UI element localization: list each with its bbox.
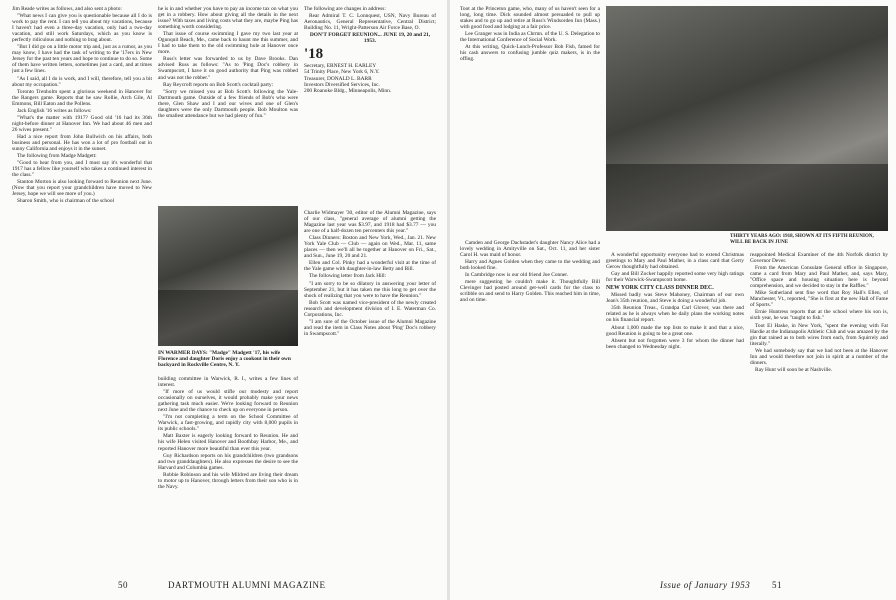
paragraph: Ray Hunt will soon be at Nashville. — [755, 366, 833, 373]
paragraph: From the American Consulate General office in Singapore, came a card from Mary and Paul Mather, and, says Mary, "Office space and housing situation here is beyond comprehension, and we decided to stay in the Raffles." — [750, 265, 888, 290]
paragraph: Ray Reycroft reports on Bob Scott's cocktail party: — [163, 81, 274, 88]
paragraph: "As I said, all I do is work, and I will, therefore, tell you a bit about my occupation." — [12, 75, 152, 88]
paragraph: "But I did go on a little motor trip and, just as a rumor, as you may know, I have had the task of writing to the '17ers in New Jersey for the past ten years and hope to continue to do so. Some of them have written letters, sometimes just a card, and at times just a few lines. — [12, 44, 152, 75]
paragraph: "I'm not completing a term on the School Committee of Warwick, a fast-growing, and rapidly city with 8,000 pupils in its public schools." — [158, 414, 298, 433]
paragraph: Jim Reade writes as follows, and also sent a photo: — [12, 6, 122, 12]
magazine-name: DARTMOUTH ALUMNI MAGAZINE — [168, 580, 326, 590]
paragraph: Toot at the Princeton game, who, many of us haven't seen for a long, long time. Dick sounded almost persuaded to pull up stakes and to go up and retire at Russ's Windsorden Inn (Mass.) with good food and lodging at a fair price. — [460, 6, 600, 31]
paragraph: Missed badly was Steve Mahoney, Chairman of our own Jean's 35th reunion, and Steve is doing a wonderful job. — [606, 292, 744, 305]
paragraph: Absent but not forgotten were 3 for whom the dinner had been changed to Wednesday night. — [606, 337, 744, 350]
right-col-1-bottom — [460, 240, 600, 566]
left-col-1 — [12, 6, 152, 566]
paragraph: Ellen and Col. Pinky had a wonderful visit at the time of the Yale game with daughter-in-law Betty and Bill. — [304, 260, 436, 273]
left-page-number: 50 — [118, 580, 128, 590]
paragraph: About 1,000 made the top lists to make it and that a nice, good Reunion is going to be a great one. — [606, 324, 744, 337]
photo-caption: THIRTY YEARS AGO: 1918, SHOWN AT ITS FIFTH REUNION, WILL BE BACK IN JUNE — [730, 234, 874, 246]
paragraph: 35th Reunion Treas., Grandpa Carl Glover, was there and related as he is always when he daily plans the working notes on his financial report. — [606, 305, 744, 324]
paragraph: Toronto Trenholm spent a glorious weekend in Hanover for the Rangers game. Reports that he saw Rollie, Arch Gile, Al Emmons, Bill Eaton and the Pollens. — [12, 88, 152, 107]
left-col-3-bottom — [304, 210, 436, 566]
paragraph: Harry and Agnes Golden when they came to the wedding and both looked fine. — [460, 259, 600, 272]
paragraph: We had somebody say that we had not been at the Hanover Inn and would therefore not join in spirit at a number of the dinners. — [750, 347, 888, 366]
reunion-group-photo — [606, 6, 888, 231]
paragraph: "Sorry we missed you at Bob Scott's following the Yale-Dartmouth game. Outside of a few friends of Bob's who were there, Glen Shaw and I and our wives and one of Glen's daughters were the only Dartmouth people. Bob Moulton was the smallest attendance but we had plenty of fun." — [158, 88, 298, 119]
paragraph: The following are changes in address: — [304, 6, 386, 12]
paragraph: building committee in Warwick, R. I., writes a few lines of interest. — [158, 376, 298, 389]
paragraph: Guy Richardson reports on his grandchildren (two grandsons and two granddaughters). He also expresses the desire to see the Harvard and Columbia games. — [158, 452, 298, 471]
paragraph: Rear Admiral T. C. Lonnquest, USN, Navy Bureau of Aeronautics, General Representative, Central District; Building No. 11, Wright-Patterson Air Force Base, O. — [304, 13, 436, 32]
right-page-number: 51 — [772, 580, 782, 590]
right-col-3 — [750, 252, 888, 566]
left-col-2-top — [158, 6, 298, 206]
paragraph: Charlie Widmayer '30, editor of the Alumni Magazine, says of our class, "general average of alumni getting the Magazine last year was $3.97, and 1918 had $3.77 — you are one of a half-dozen ten percenters this year." — [304, 210, 436, 235]
backyard-photo — [158, 206, 298, 346]
paragraph: Ernie Huntress reports that at the school where his son is, sixth year, he was "taught to fish." — [750, 309, 888, 322]
class-secretary: Secretary, ERNEST H. EARLEY 54 Trinity Place, New York 6, N.Y. — [304, 63, 380, 76]
paragraph: "I am sure of the October issue of the Alumni Magazine and read the item in Class Notes about 'Ping' Doc's robbery in Swampscott." — [304, 318, 436, 337]
paragraph: Stanton Morton is also looking forward to Reunion next June. (Now that you report your grandchildren have moved to New Jersey, hope we will see more of you.) — [12, 179, 152, 198]
paragraph: "Good to hear from you, and I must say it's wonderful that 1917 has a fellow like yourself who takes a continued interest in the class." — [12, 160, 152, 179]
paragraph: Toot El Haske, in New York, "spent the evening with Fat Hardie at the Indianapolis Athletic Club and was amazed by the gin that rained as to both wires from each, from Squirrely and literally." — [750, 322, 888, 347]
section-heading: NEW YORK CITY CLASS DINNER DEC. — [606, 285, 714, 292]
paragraph: Class Dinners: Boston and New York, Wed., Jan. 21. New York Yale Club — Club — again on Wed., Mar. 11, same places — then we'll all be together at Hanover on Fri., Sat., and Sun., June 19, 20 and 21. — [304, 235, 436, 260]
paragraph: reappointed Medical Examiner of the 4th Norfolk district by Governor Dever. — [750, 252, 888, 265]
class-year: '18 — [304, 46, 324, 63]
paragraph: In Cambridge now is our old friend Joe Conner. — [465, 272, 569, 279]
paragraph: Matt Baxter is eagerly looking forward to Reunion. He and his wife Helen visited Hanover and Boothbay Harbor, Me., and reported Hanover more beautiful than ever this year. — [158, 433, 298, 452]
class-treasurer: Treasurer, DONALD L. BARR Investors Diversified Services, Inc. 200 Roanoke Bldg., Minneapolis, Minn. — [304, 76, 392, 95]
paragraph: "If more of us would stifle our modesty and report occasionally on ourselves, it would probably make your news gathering task much easier. We're looking forward to Reunion next June and the chance to check up on everyone in person. — [158, 389, 298, 414]
paragraph: Bob Scott was named vice-president of the newly created research and development division of I. E. Waterman Co. Corporations, Inc. — [304, 299, 436, 318]
right-col-1-top — [460, 6, 600, 236]
paragraph: That issue of course swimming I gave my two last year at Ogunquit Beach, Me., came back to haunt me this summer, and I had to take them to the old swimming hole at Hanover once more. — [158, 31, 298, 56]
paragraph: "What's the matter with 1917? Good old '16 had its 36th night-before dinner at Hanover Inn. We had about 46 men and 26 wives present." — [12, 114, 152, 133]
paragraph: Jack English '16 writes as follows: — [17, 107, 92, 114]
left-col-2-bottom — [158, 376, 298, 566]
paragraph: "I am sorry to be so dilatory in answering your letter of September 21, but it has taken me this long to get over the shock of realizing that you were to have the Reunion." — [304, 280, 436, 299]
reunion-reminder: DON'T FORGET REUNION... JUNE 19, 20 and 21, 1953. — [309, 32, 431, 45]
paragraph: A wonderful opportunity everyone had to extend Christmas greetings to Mary and Paul Mather, in a class card that Gerry Gerow thoughtfully had obtained. — [606, 252, 744, 271]
issue-date: Issue of January 1953 — [660, 580, 751, 590]
paragraph: Russ's letter was forwarded to us by Dave Brooks. Dan advised Russ as follows: "As to 'Ping Doc's robbery in Swampscott, I have it on good authority that Ping was robbed and was not the robber." — [158, 56, 298, 81]
photo-caption: IN WARMER DAYS: "Madge" Madgett '17, his wife Florence and daughter Doris enjoy a cookout in their own backyard in Rockville Centre, N. Y. — [158, 350, 291, 369]
paragraph: Mike Sutherland sent fine word that Roy Hall's Ellen, of Manchester, Vt., reported, "She is first at the new Hall of Fame of Sports." — [750, 290, 888, 309]
right-page — [450, 0, 896, 600]
paragraph: he is in and whether you have to pay an income tax on what you get in a robbery. How about giving all the details in the next issue? With taxes and living costs what they are, maybe Ping has something worth considering. — [158, 6, 298, 31]
paragraph: Camden and George Dachstader's daughter Nancy Alice had a lovely wedding in Amityville on Sat., Oct. 11, and her sister Carol H. was maid of honor. — [460, 240, 600, 259]
paragraph: The following letter from Jack Hill: — [309, 273, 387, 280]
left-col-3-top — [304, 6, 436, 206]
paragraph: The following from Madge Madgett: — [17, 153, 97, 160]
paragraph: Lee Granger was in India as Chrmn. of the U. S. Delegation to the International Conference of Social Work. — [460, 31, 600, 44]
paragraph: Robbie Robinson and his wife Mildred are living their dream to motor up to Hanover, through letters from their son who is in the Navy. — [158, 471, 298, 490]
paragraph: At this writing, Quick-Lunch-Professor Bob Fish, famed for his cash answers to confusing jumble quiz makers, is in the offing. — [460, 44, 600, 63]
paragraph: Sharon Smith, who is chairman of the school — [17, 198, 115, 205]
right-col-2 — [606, 252, 744, 566]
paragraph: Had a nice report from John Bullwich on his affairs, both business and personal. He has won a lot of pro football out in sunny California and enjoys it in the sunset. — [12, 133, 152, 153]
paragraph: mere suggesting he couldn't make it. Thoughtfully Bill Clevinger had posted around get-well cards for the class to scribble on and send to Harry Golden. This reached him in time, and on time. — [460, 279, 600, 304]
paragraph: "What news I can give you is questionable because all I do is work to pay the rent. I can tell you about my vacations, because I haven't had even a three-day vacation, only had a two-day vacation, and still work Saturdays, which as you know is perfectly ridiculous and nothing to brag about. — [12, 13, 152, 44]
paragraph: Gay and Bill Zocker happily reported some very high ratings for their Warwick-Swampscott home. — [606, 271, 744, 284]
